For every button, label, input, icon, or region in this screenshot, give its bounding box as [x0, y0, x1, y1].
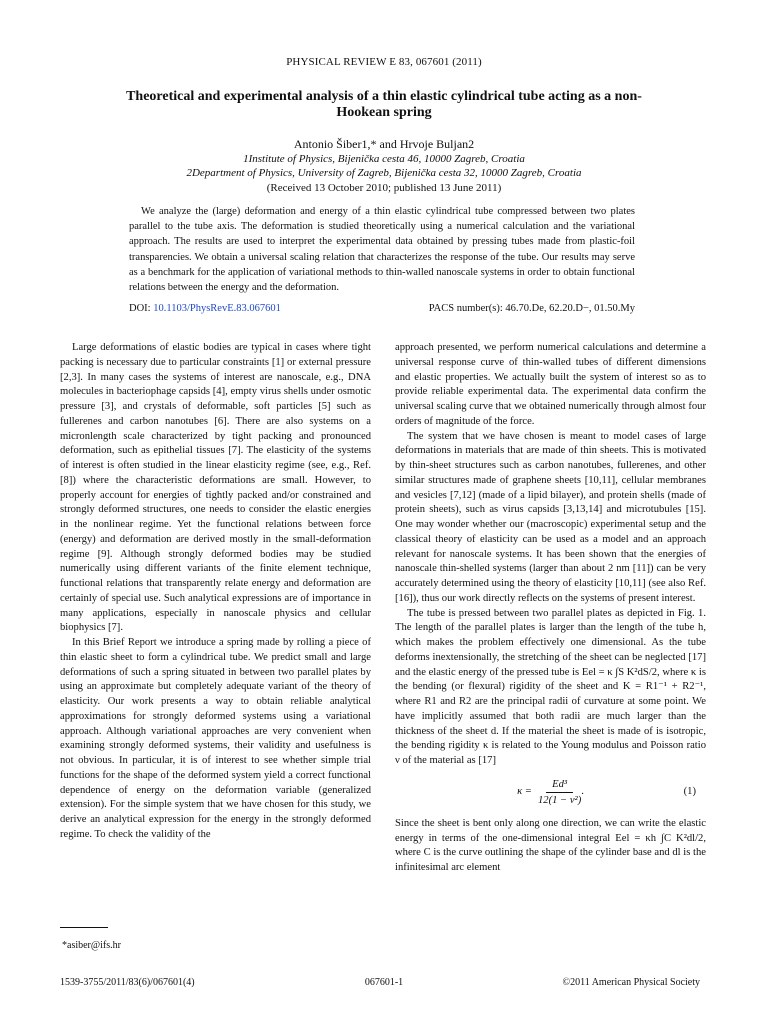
equation-numerator: Ed³ [546, 777, 573, 793]
paragraph: Since the sheet is bent only along one direction, we can write the elastic energy in terms of the one-dimensional integral Eel = κh ∫C K²dl/2, where C is the curve outlining the shape of the cylinder base and dl is the infinitesimal arc element [395, 817, 706, 873]
left-column [60, 341, 371, 843]
received-dates: (Received 13 October 2010; published 13 June 2011) [266, 182, 502, 194]
paper-title: Theoretical and experimental analysis of a thin elastic cylindrical tube acting as a non-Hookean spring [126, 89, 642, 120]
footer-copyright: ©2011 American Physical Society [562, 977, 700, 988]
equation-fraction [538, 777, 581, 808]
right-column [395, 341, 706, 876]
doi-link[interactable]: 10.1103/PhysRevE.83.067601 [153, 303, 281, 314]
paragraph: In this Brief Report we introduce a spring made by rolling a piece of thin elastic sheet to form a cylindrical tube. We predict small and large deformations of such a spring situated in between two parallel plates by using an approximate but completely adequate variant of the theory of elasticity. Our work presents a way to obtain reliable analytical approximations for strongly deformed systems using a variational approach. Although variational approaches are very convenient when examining strongly deformed systems, their validity and usefulness is not obvious. In particular, it is of interest to see whether simple trial functions for the shape of the deformed system yield a correct functional dependence of energy on the deformation variable (generalized extension). For the simple system that we have chosen for this study, we derive an analytical expression for the energy in the strongly deformed regime. To check the validity of the [60, 637, 371, 840]
affiliation-2: 2Department of Physics, University of Zagreb, Bijenička cesta 32, 10000 Zagreb, Croatia [186, 167, 582, 179]
paragraph: Large deformations of elastic bodies are typical in cases where tight packing is necessary due to particular constraints [1] or external pressure [2,3]. In many cases the systems of interest are nanoscale, e.g., DNA molecules in bacteriophage capsids [4], empty virus shells under osmotic pressure [3], and crystals of deformable, soft particles [5] such as fullerenes and carbon nanotubes [6]. There are also systems on a micronlength scale characterized by tight packing and pronounced deformation, such as epithelial tissues [7]. The elasticity of the systems of interest is often studied in the linear elasticity regime (see, e.g., Ref. [8]) where the characteristic deformations are small. However, to properly account for energies of tightly packed and/or constrained and strongly deformed structures, one needs to consider the elastic energies in the nonlinear regime. Yet the functional relations between force (energy) and deformation are derived mostly in the small-deformation regime [9]. Although strongly deformed bodies may be studied numerically using different variants of the finite element technique, functional relations that transparently relate energy and deformation are certainly of special use. Such analytical expressions are of importance in many applications, especially in nanoscale physics and cellular biophysics [7]. [60, 342, 371, 634]
footer-issn: 1539-3755/2011/83(6)/067601(4) [60, 977, 195, 988]
footnote-email: *asiber@ifs.hr [62, 940, 121, 951]
equation-1 [395, 771, 706, 815]
equation-period: . [581, 786, 584, 798]
authors-line: Antonio Šiber1,* and Hrvoje Buljan2 [293, 137, 475, 151]
paragraph: The tube is pressed between two parallel plates as depicted in Fig. 1. The length of the parallel plates is larger than the length of the tube h, which makes the problem effectively one dimensional. As the tube deforms inextensionally, the stretching of the sheet can be neglected [17] and the elastic energy of the pressed tube is Eel = κ ∫S K²dS/2, where κ is the bending (or flexural) rigidity of the sheet and K = R1⁻¹ + R2⁻¹, where R1 and R2 are the principal radii of curvature at some point. We have implicitly assumed that both radii are much larger than the thickness of the sheet d. If the material the sheet is made of is isotropic, the bending rigidity κ is related to the Young modulus and Poisson ratio ν of the material as [17] [395, 607, 706, 766]
pacs-numbers: PACS number(s): 46.70.De, 62.20.D−, 01.50.My [428, 303, 635, 314]
footnote-divider [60, 927, 108, 928]
paragraph: The system that we have chosen is meant to model cases of large deformations in materials that are made of thin sheets. This is motivated by thin-sheet structures such as carbon nanotubes, fullerenes, and other similar structures made of graphene sheets [10,11], cellular membranes and vesicles [7,12] (made of a lipid bilayer), and protein shells (made of protein sheets), such as virus capsids [3,13,14] and microtubules [15]. One may wonder whether our (macroscopic) experimental setup and the classical theory of elasticity can be used as a model and an approach relevant for nanoscale systems. It has been shown that the energies of nanoscale thin-shelled systems (larger than about 2 nm [11]) can be very accurately determined using the theory of elasticity [10,11] (see also Ref. [16]), thus our work directly reflects on the systems of present interest. [395, 430, 706, 604]
doi-label: DOI: [129, 303, 151, 314]
paragraph: approach presented, we perform numerical calculations and determine a universal response curve of thin-walled tubes of different dimensions and elastic properties. We actually built the system of interest so as to provide reliable experimental data. The experimental data confirm the universal scaling curve that we obtained numerically through almost four orders of magnitude of the force. [395, 342, 706, 427]
equation-denominator: 12(1 − ν²) [537, 795, 582, 807]
journal-header: PHYSICAL REVIEW E 83, 067601 (2011) [286, 56, 482, 68]
doi-line [129, 303, 281, 314]
affiliation-1: 1Institute of Physics, Bijenička cesta 46, 10000 Zagreb, Croatia [243, 153, 525, 165]
footer-page-number: 067601-1 [364, 977, 404, 988]
abstract: We analyze the (large) deformation and energy of a thin elastic cylindrical tube compressed between two plates parallel to the tube axis. The deformation is studied theoretically using a numerical calculation and the variational approach. The results are used to interpret the experimental data obtained by pressing tubes made from plastic-foil transparencies. We obtain a universal scaling relation that characterizes the response of the tube. Our results may serve as a benchmark for the application of variational methods to thin-walled nanoscale systems in order to obtain functional relations between the energy and the deformation. [129, 206, 635, 294]
equation-number: (1) [683, 786, 696, 798]
equation-lhs: κ = [517, 786, 532, 798]
